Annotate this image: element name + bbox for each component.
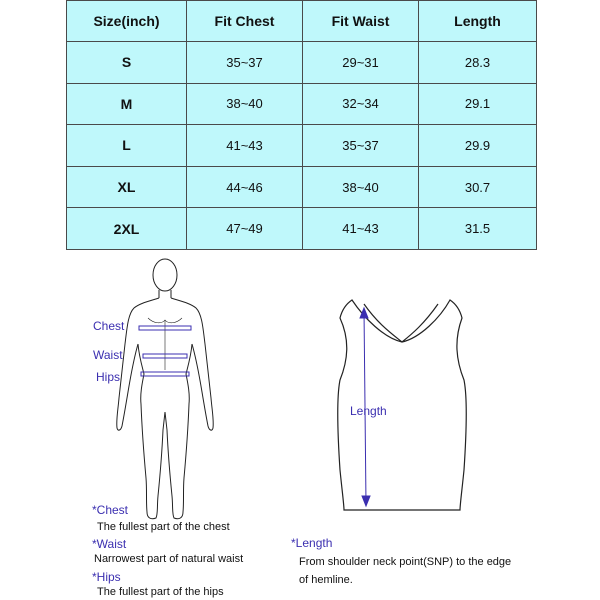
- length-label: Length: [350, 404, 387, 418]
- chest-note-term: *Chest: [92, 503, 129, 517]
- header-length: Length: [419, 1, 537, 42]
- header-fit-waist: Fit Waist: [303, 1, 419, 42]
- length-note-term: *Length: [291, 536, 333, 550]
- chest-cell: 38~40: [187, 83, 303, 125]
- waist-cell: 32~34: [303, 83, 419, 125]
- header-fit-chest: Fit Chest: [187, 1, 303, 42]
- waist-cell: 38~40: [303, 166, 419, 208]
- waist-cell: 35~37: [303, 125, 419, 167]
- size-cell: 2XL: [67, 208, 187, 250]
- length-cell: 28.3: [419, 42, 537, 84]
- length-note-desc-2: of hemline.: [299, 574, 353, 586]
- size-cell: S: [67, 42, 187, 84]
- waist-cell: 29~31: [303, 42, 419, 84]
- chest-cell: 41~43: [187, 125, 303, 167]
- length-note-desc-1: From shoulder neck point(SNP) to the edge: [299, 556, 512, 568]
- size-cell: M: [67, 83, 187, 125]
- chest-note: [92, 503, 230, 533]
- waist-label: Waist: [93, 348, 123, 362]
- size-cell: L: [67, 125, 187, 167]
- length-cell: 31.5: [419, 208, 537, 250]
- hips-label: Hips: [96, 370, 121, 384]
- body-outline-icon: [117, 259, 214, 519]
- length-cell: 29.9: [419, 125, 537, 167]
- waist-note-desc: Narrowest part of natural waist: [94, 553, 244, 565]
- chest-cell: 35~37: [187, 42, 303, 84]
- hips-note: [92, 570, 224, 598]
- length-cell: 29.1: [419, 83, 537, 125]
- hips-note-term: *Hips: [92, 570, 121, 584]
- chest-cell: 47~49: [187, 208, 303, 250]
- size-cell: XL: [67, 166, 187, 208]
- header-size: Size(inch): [67, 1, 187, 42]
- waist-note-term: *Waist: [92, 537, 127, 551]
- waist-cell: 41~43: [303, 208, 419, 250]
- length-note: [291, 536, 511, 586]
- chest-cell: 44~46: [187, 166, 303, 208]
- chest-label: Chest: [93, 319, 125, 333]
- hips-note-desc: The fullest part of the hips: [97, 586, 224, 598]
- chest-note-desc: The fullest part of the chest: [97, 521, 230, 533]
- hips-band-icon: [141, 372, 189, 376]
- length-cell: 30.7: [419, 166, 537, 208]
- waist-note: [92, 537, 243, 565]
